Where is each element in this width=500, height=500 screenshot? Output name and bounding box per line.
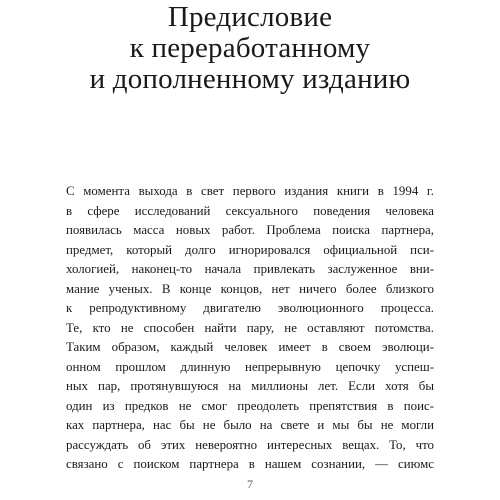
chapter-title-line-1: Предисловие <box>167 1 333 33</box>
text-line: связано с поиском партнера в нашем сознании, — сиюмс <box>66 457 434 471</box>
page-number: 7 <box>247 477 253 491</box>
chapter-title-line-2: к переработанному <box>129 32 371 64</box>
body-paragraph <box>66 182 434 475</box>
text-line: ных пар, протянувшуюся на миллионы лет. Если хотя бы <box>66 379 434 393</box>
text-line: хологией, наконец-то начала привлекать заслуженное вни- <box>66 262 434 276</box>
text-line: ках партнера, нас бы не было на свете и мы бы не могли <box>66 418 434 432</box>
text-line: к репродуктивному двигателю эволюционного процесса. <box>66 301 434 315</box>
text-line: один из предков не смог преодолеть препятствия в поис- <box>66 398 434 413</box>
text-line: мание ученых. В конце концов, нет ничего более близкого <box>66 281 434 296</box>
chapter-title <box>0 2 500 95</box>
text-line: в сфере исследований сексуального поведения человека <box>66 203 434 218</box>
chapter-title-line-3: и дополненному изданию <box>89 63 411 95</box>
text-line: С момента выхода в свет первого издания книги в 1994 г. <box>66 184 434 198</box>
text-line: предмет, который долго игнорировался официальной пси- <box>66 242 434 257</box>
text-line: Таким образом, каждый человек имеет в своем эволюци- <box>66 340 434 354</box>
text-line: появилась масса новых работ. Проблема поиска партнера, <box>66 223 434 237</box>
text-line: онном прошлом длинную непрерывную цепочку успеш- <box>66 359 434 374</box>
text-line: рассуждать об этих невероятно интересных вещах. То, что <box>66 437 434 452</box>
text-line: Те, кто не способен найти пару, не оставляют потомства. <box>66 320 434 335</box>
